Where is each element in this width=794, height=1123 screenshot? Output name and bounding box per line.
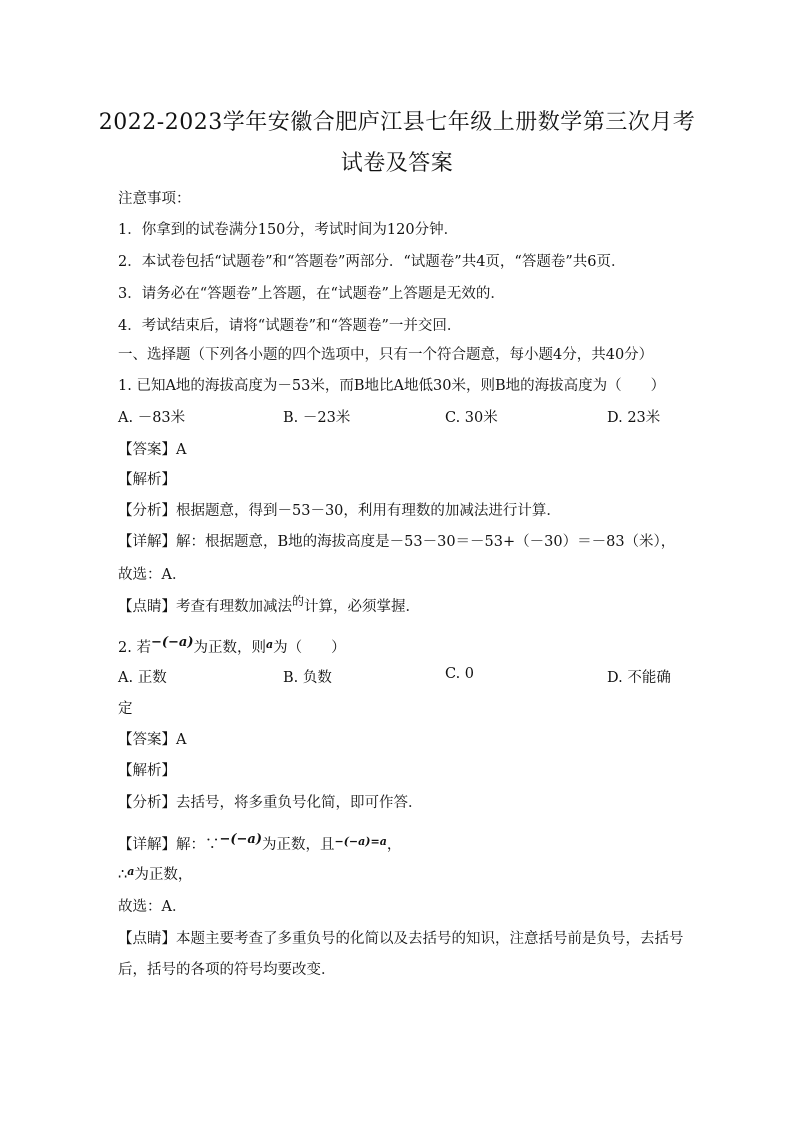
notice-item-2: 2．本试卷包括“试题卷”和“答题卷”两部分．“试题卷”共4页，“答题卷”共6页． bbox=[118, 254, 626, 270]
q1-dianjing bbox=[118, 595, 420, 616]
q2-dianjing-line2: 后，括号的各项的符号均要改变． bbox=[118, 962, 336, 978]
q2-option-d-wrap: 定 bbox=[118, 701, 133, 717]
q1-option-c: C. 30米 bbox=[445, 410, 498, 426]
q2-xiangjie-math1: −(−a) bbox=[219, 832, 263, 847]
q1-dianjing-superscript: 的 bbox=[292, 594, 305, 608]
q2-xiangjie-part1: 【详解】解：∵ bbox=[118, 837, 220, 853]
q2-stem-part2: 为正数，则 bbox=[193, 640, 266, 656]
q1-stem: 1. 已知A地的海拔高度为－53米，而B地比A地低30米，则B地的海拔高度为（ ） bbox=[118, 378, 666, 394]
q2-option-b: B. 负数 bbox=[283, 670, 332, 686]
section1-heading: 一、选择题（下列各小题的四个选项中，只有一个符合题意，每小题4分，共40分） bbox=[118, 347, 654, 363]
q2-xiangjie bbox=[118, 833, 401, 854]
q2-dianjing-line1: 【点睛】本题主要考查了多重负号的化简以及去括号的知识，注意括号前是负号，去括号 bbox=[118, 931, 684, 947]
q2-stem-part3: 为（ ） bbox=[273, 640, 346, 656]
q1-dianjing-part2: 计算，必须掌握． bbox=[304, 599, 421, 615]
document-title-line1: 2022-2023学年安徽合肥庐江县七年级上册数学第三次月考 bbox=[98, 110, 696, 135]
q1-fenxi: 【分析】根据题意，得到－53－30，利用有理数的加减法进行计算． bbox=[118, 503, 561, 519]
q1-analysis-heading: 【解析】 bbox=[118, 472, 176, 488]
q1-option-a: A. －83米 bbox=[118, 410, 186, 426]
q1-answer: 【答案】A bbox=[118, 442, 187, 458]
q1-option-d: D. 23米 bbox=[607, 410, 661, 426]
q2-option-d: D. 不能确 bbox=[607, 670, 671, 686]
notice-heading: 注意事项： bbox=[118, 191, 191, 207]
notice-item-4: 4．考试结束后，请将“试题卷”和“答题卷”一并交回． bbox=[118, 318, 462, 334]
document-title-line2: 试卷及答案 bbox=[340, 151, 454, 176]
q2-option-c: C. 0 bbox=[445, 666, 475, 682]
q2-therefore bbox=[118, 863, 192, 884]
q2-stem-part1: 2. 若 bbox=[118, 640, 151, 656]
notice-item-1: 1．你拿到的试卷满分150分，考试时间为120分钟． bbox=[118, 222, 459, 238]
q2-therefore-symbol: ∴ bbox=[118, 867, 128, 883]
q2-answer: 【答案】A bbox=[118, 732, 187, 748]
q1-choose: 故选：A． bbox=[118, 567, 187, 583]
q1-xiangjie: 【详解】解：根据题意，B地的海拔高度是－53－30＝－53+（－30）＝－83（米）， bbox=[118, 534, 676, 550]
q1-option-b: B. －23米 bbox=[283, 410, 351, 426]
notice-item-3: 3．请务必在“答题卷”上答题，在“试题卷”上答题是无效的． bbox=[118, 286, 505, 302]
q2-math-a: a bbox=[265, 638, 274, 651]
q1-dianjing-part1: 【点睛】考查有理数加减法 bbox=[118, 599, 292, 615]
q2-choose: 故选：A． bbox=[118, 899, 187, 915]
q2-math-neg-neg-a: −(−a) bbox=[150, 635, 194, 650]
q2-xiangjie-part3: ， bbox=[386, 837, 402, 853]
q2-analysis-heading: 【解析】 bbox=[118, 763, 176, 779]
q2-stem bbox=[118, 636, 346, 657]
q2-xiangjie-math2: −(−a)=a bbox=[334, 835, 387, 848]
q2-fenxi: 【分析】去括号，将多重负号化简，即可作答． bbox=[118, 795, 423, 811]
q2-therefore-math: a bbox=[127, 865, 135, 878]
q2-xiangjie-part2: 为正数，且 bbox=[262, 837, 335, 853]
q2-therefore-text: 为正数， bbox=[134, 867, 193, 883]
q2-option-a: A. 正数 bbox=[118, 670, 167, 686]
